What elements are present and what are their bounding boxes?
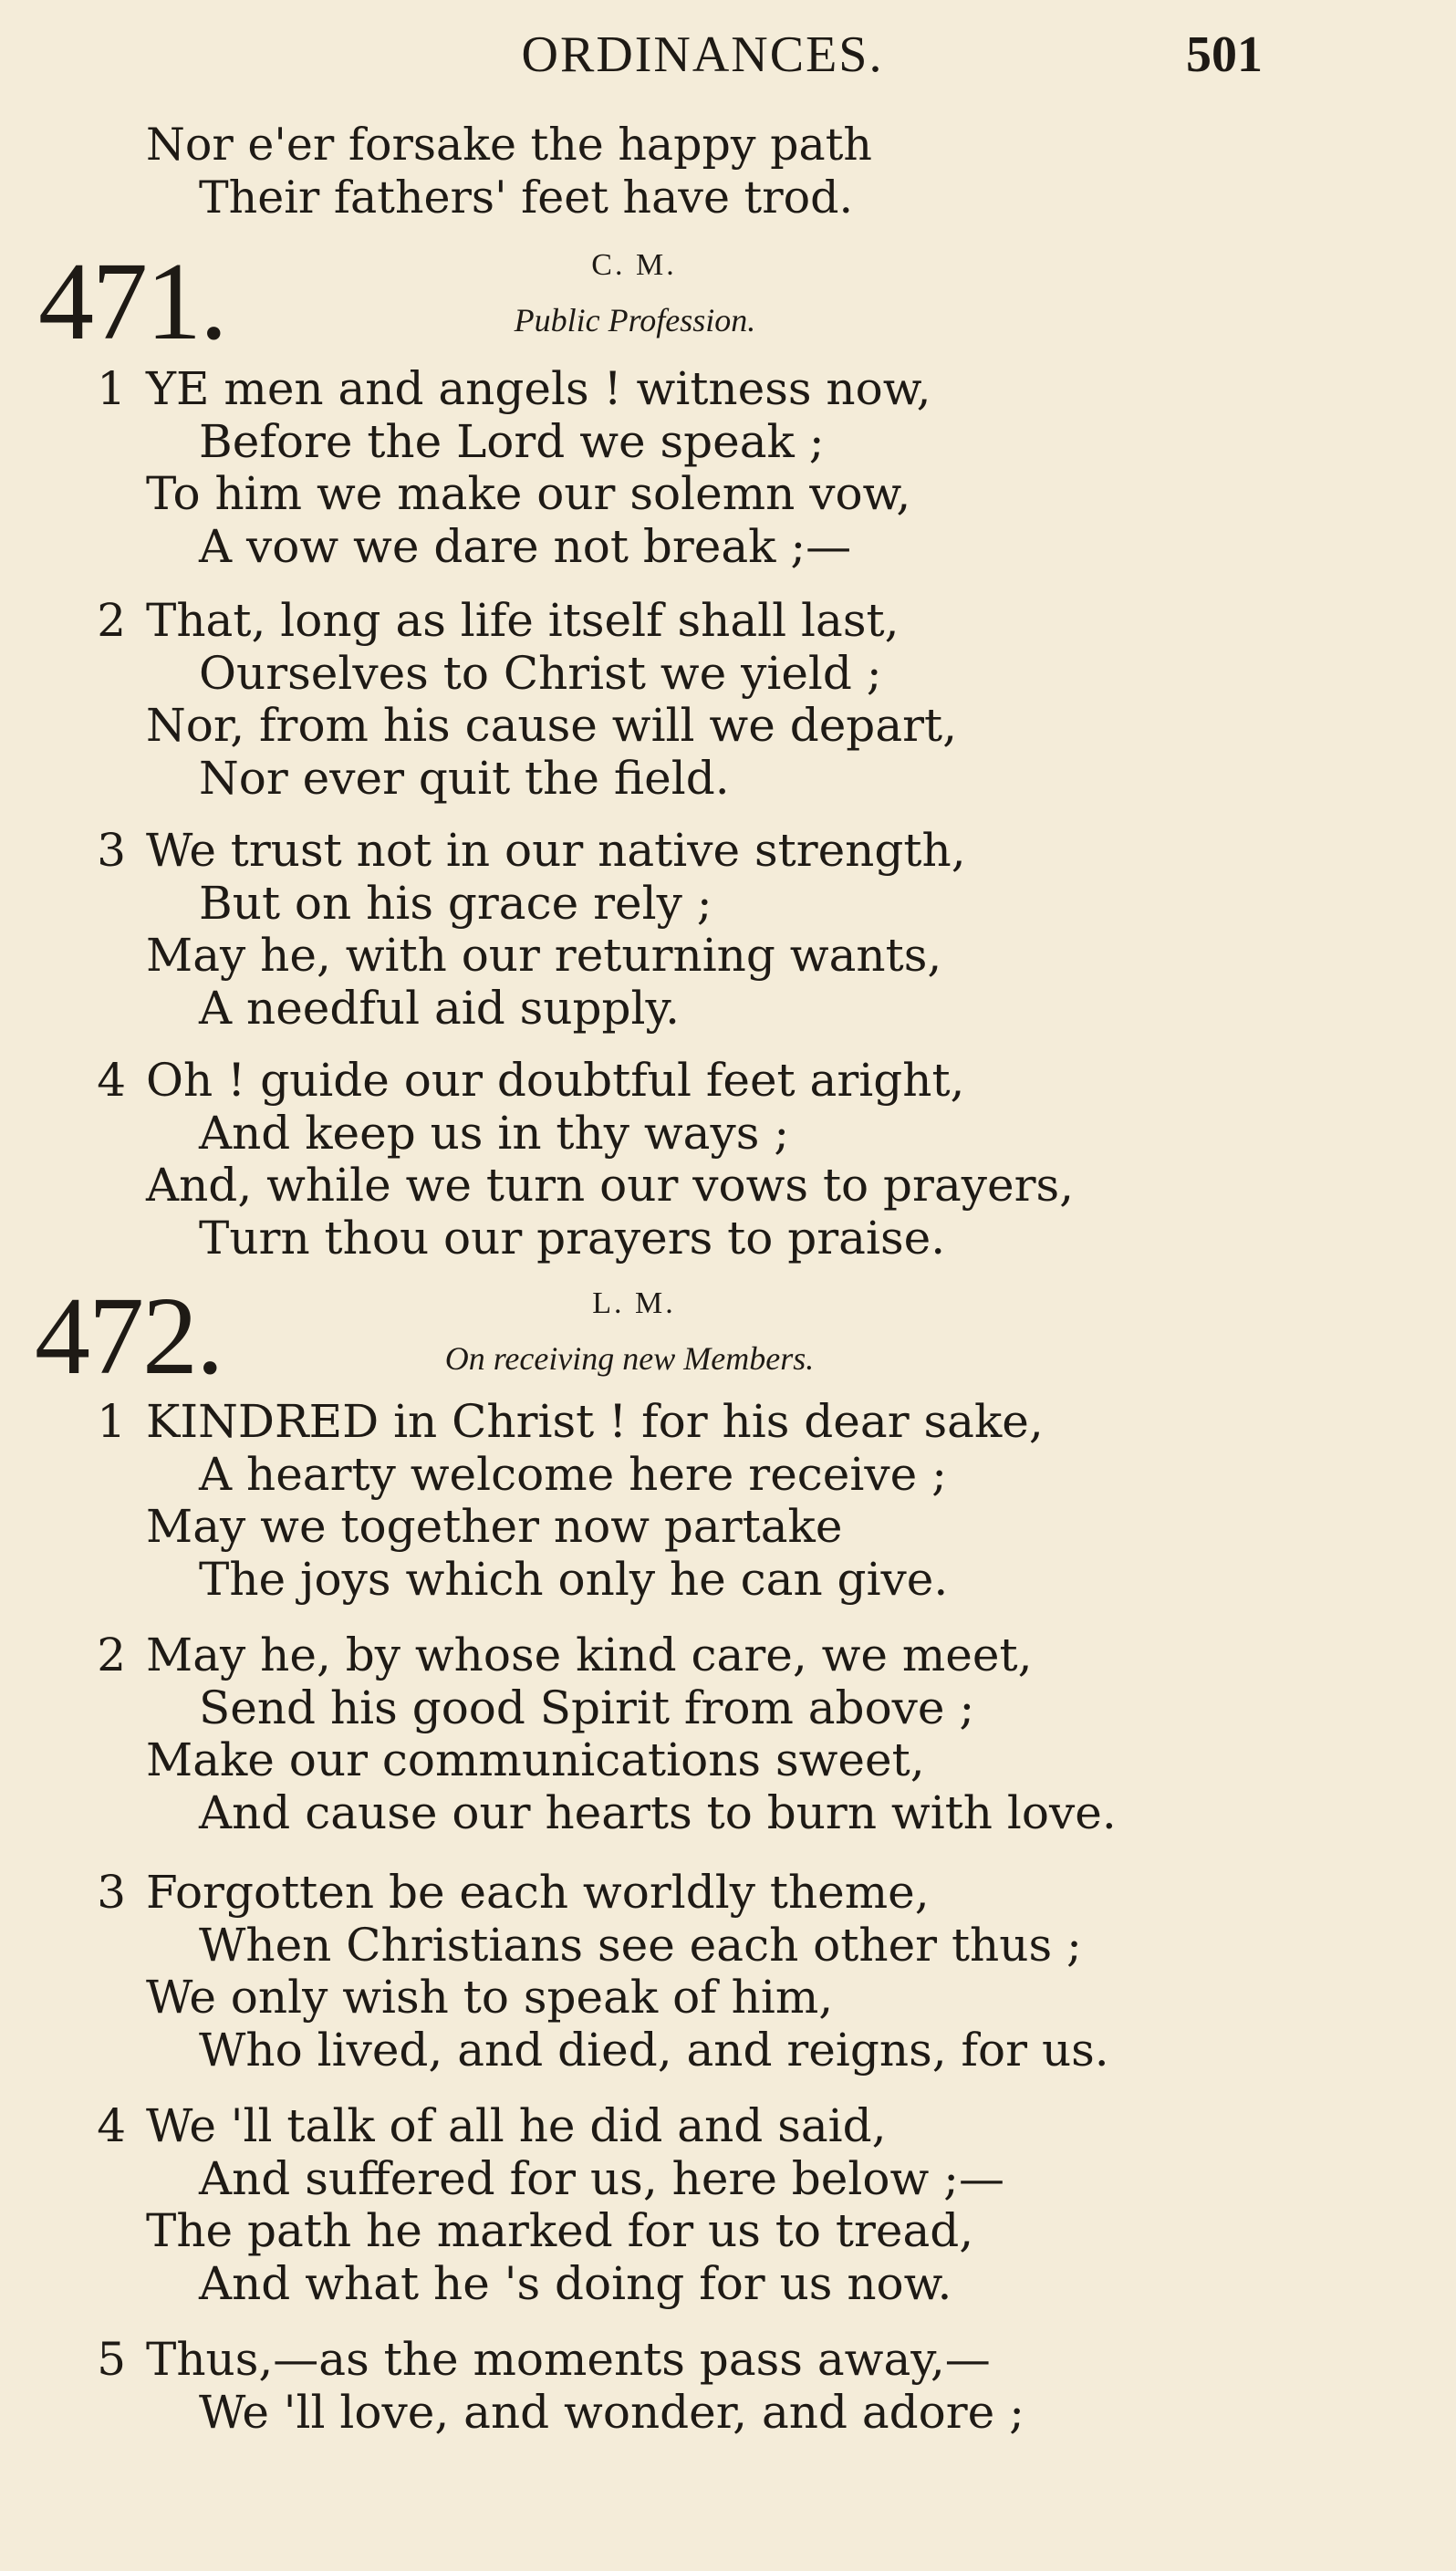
stanza-line: We trust not in our native strength, [146, 824, 966, 877]
stanza-line: A vow we dare not break ;— [199, 519, 852, 573]
stanza-line: Make our communications sweet, [146, 1733, 925, 1786]
stanza-line: Ourselves to Christ we yield ; [199, 646, 882, 700]
hymn-meter: L. M. [592, 1286, 676, 1320]
stanza-line: A needful aid supply. [199, 981, 681, 1035]
stanza-line: Their fathers' feet have trod. [199, 172, 854, 224]
stanza-line: May he, with our returning wants, [146, 929, 942, 982]
stanza [97, 2099, 1005, 2310]
stanza-line: YE men and angels ! witness now, [146, 362, 931, 415]
stanza-line: When Christians see each other thus ; [199, 1918, 1082, 1972]
stanza [97, 824, 966, 1035]
stanza-line: That, long as life itself shall last, [146, 594, 900, 647]
stanza-line: May he, by whose kind care, we meet, [146, 1629, 1033, 1681]
hymn-number: 471. [38, 240, 226, 363]
stanza-line: A hearty welcome here receive ; [199, 1447, 947, 1501]
stanza-number: 5 [97, 2333, 126, 2386]
running-head: ORDINANCES. [521, 26, 884, 83]
stanza [97, 2333, 1025, 2439]
stanza-line: Before the Lord we speak ; [199, 414, 825, 468]
stanza-line: We only wish to speak of him, [146, 1971, 834, 2024]
stanza-number: 3 [97, 824, 126, 877]
stanza [97, 1395, 1044, 1606]
stanza-line: But on his grace rely ; [199, 876, 712, 930]
stanza-line: And cause our hearts to burn with love. [199, 1785, 1117, 1839]
stanza-number: 3 [97, 1866, 126, 1919]
stanza-line: And, while we turn our vows to prayers, [146, 1159, 1075, 1212]
stanza-number: 2 [97, 1629, 126, 1681]
stanza-line: The joys which only he can give. [199, 1552, 949, 1606]
stanza-line: We 'll talk of all he did and said, [146, 2099, 887, 2152]
stanza-line: And keep us in thy ways ; [199, 1106, 790, 1160]
stanza [97, 594, 958, 805]
stanza-line: We 'll love, and wonder, and adore ; [199, 2385, 1025, 2439]
stanza-line: Send his good Spirit from above ; [199, 1681, 975, 1734]
stanza-line: KINDRED in Christ ! for his dear sake, [146, 1395, 1044, 1448]
stanza-line: Forgotten be each worldly theme, [146, 1866, 930, 1919]
hymn-subject: Public Profession. [514, 302, 756, 338]
hymn-subject: On receiving new Members. [444, 1340, 815, 1377]
stanza-number: 2 [97, 594, 126, 647]
hymn-meter: C. M. [591, 248, 677, 282]
stanza [97, 1054, 1075, 1265]
stanza-line: Nor e'er forsake the happy path [146, 119, 872, 171]
stanza-line: May we together now partake [146, 1500, 843, 1553]
stanza-line: Turn thou our prayers to praise. [199, 1211, 946, 1265]
stanza-line: Nor ever quit the field. [199, 751, 730, 805]
stanza-number: 1 [97, 1395, 126, 1448]
continuation-stanza [146, 119, 872, 224]
stanza-line: The path he marked for us to tread, [146, 2204, 974, 2257]
stanza-line: Who lived, and died, and reigns, for us. [199, 2023, 1109, 2077]
stanza [97, 1866, 1109, 2077]
stanza-number: 1 [97, 362, 126, 415]
stanza-line: To him we make our solemn vow, [146, 467, 911, 520]
stanza-line: Thus,—as the moments pass away,— [146, 2333, 991, 2386]
stanza-line: Nor, from his cause will we depart, [146, 699, 958, 752]
stanza-number: 4 [97, 1054, 126, 1107]
stanza-line: And what he 's doing for us now. [199, 2256, 952, 2310]
stanza [97, 362, 931, 573]
stanza-number: 4 [97, 2099, 126, 2152]
stanza-line: And suffered for us, here below ;— [199, 2151, 1005, 2205]
stanza [97, 1629, 1117, 1839]
page-number: 501 [1186, 26, 1263, 83]
hymn-number: 472. [35, 1275, 223, 1398]
stanza-line: Oh ! guide our doubtful feet aright, [146, 1054, 965, 1107]
